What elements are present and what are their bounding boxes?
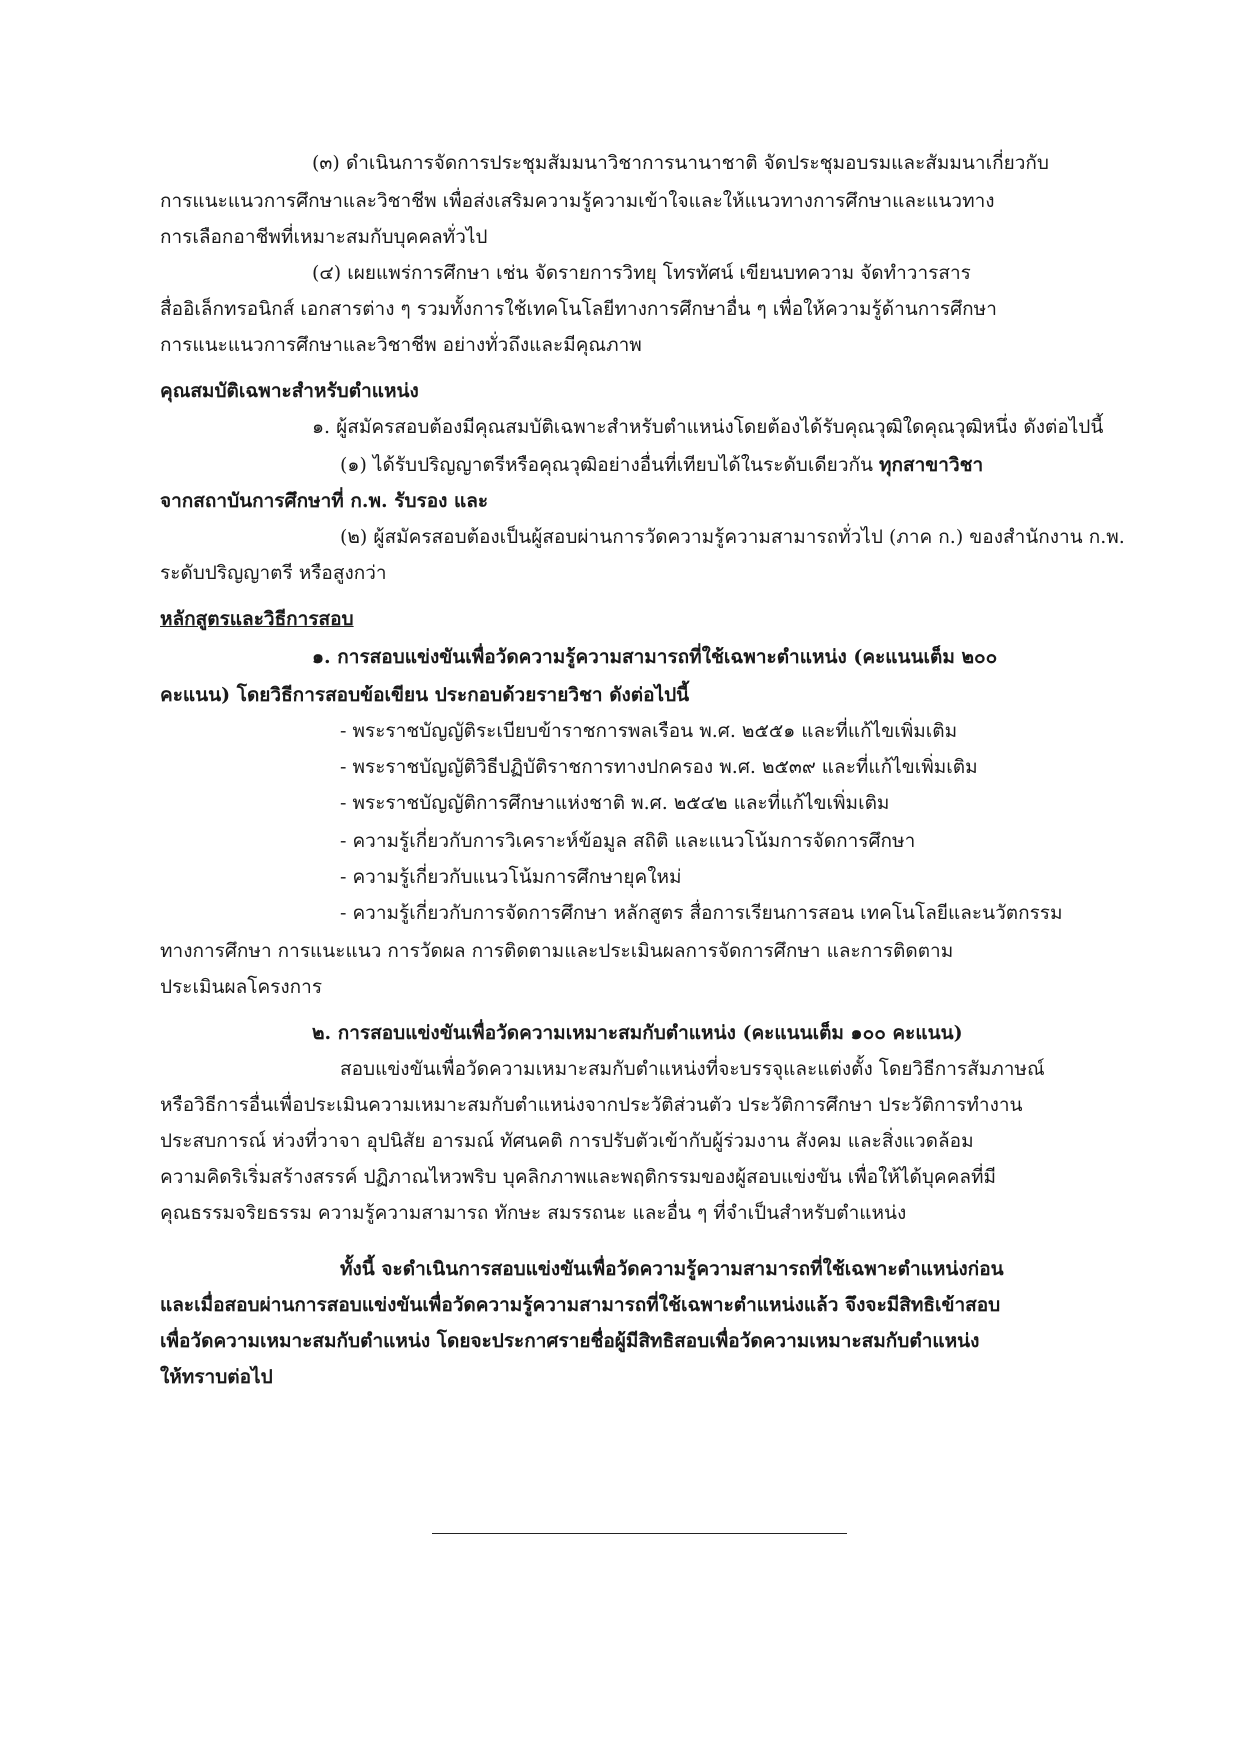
closing-line: เพื่อวัดความเหมาะสมกับตำแหน่ง โดยจะประกาศรายชื่อผู้มีสิทธิสอบเพื่อวัดความเหมาะสมกับตำแหน่ง <box>160 1330 980 1352</box>
curriculum-part2-line: ประสบการณ์ ห่วงที่วาจา อุปนิสัย อารมณ์ ทัศนคติ การปรับตัวเข้ากับผู้ร่วมงาน สังคม และสิ่งแวดล้อม <box>160 1130 974 1152</box>
item4-line2: สื่ออิเล็กทรอนิกส์ เอกสารต่าง ๆ รวมทั้งการใช้เทคโนโลยีทางการศึกษาอื่น ๆ เพื่อให้ความรู้ด้านการศึกษา <box>160 298 997 320</box>
item4-line1: (๔) เผยแพร่การศึกษา เช่น จัดรายการวิทยุ โทรทัศน์ เขียนบทความ จัดทำวารสาร <box>312 262 971 284</box>
closing-line: ให้ทราบต่อไป <box>160 1366 273 1388</box>
subject-item: - ความรู้เกี่ยวกับการวิเคราะห์ข้อมูล สถิติ และแนวโน้มการจัดการศึกษา <box>340 830 916 852</box>
subject-item-continued: ทางการศึกษา การแนะแนว การวัดผล การติดตามและประเมินผลการจัดการศึกษา และการติดตาม <box>160 940 954 962</box>
curriculum-part2-line: คุณธรรมจริยธรรม ความรู้ความสามารถ ทักษะ สมรรถนะ และอื่น ๆ ที่จำเป็นสำหรับตำแหน่ง <box>160 1202 907 1224</box>
qualification-1-line1 <box>340 450 983 480</box>
curriculum-part1-line1: ๑. การสอบแข่งขันเพื่อวัดความรู้ความสามารถที่ใช้เฉพาะตำแหน่ง (คะแนนเต็ม ๒๐๐ <box>312 646 998 668</box>
curriculum-part2-line: สอบแข่งขันเพื่อวัดความเหมาะสมกับตำแหน่งที่จะบรรจุและแต่งตั้ง โดยวิธีการสัมภาษณ์ <box>340 1058 1045 1080</box>
subject-item: - ความรู้เกี่ยวกับการจัดการศึกษา หลักสูตร สื่อการเรียนการสอน เทคโนโลยีและนวัตกรรม <box>340 902 1063 924</box>
subject-item: - พระราชบัญญัติระเบียบข้าราชการพลเรือน พ.ศ. ๒๕๕๑ และที่แก้ไขเพิ่มเติม <box>340 720 958 742</box>
closing-line: และเมื่อสอบผ่านการสอบแข่งขันเพื่อวัดความรู้ความสามารถที่ใช้เฉพาะตำแหน่งแล้ว จึงจะมีสิทธิเข้าสอบ <box>160 1294 1001 1316</box>
curriculum-part1-line2: คะแนน) โดยวิธีการสอบข้อเขียน ประกอบด้วยรายวิชา ดังต่อไปนี้ <box>160 684 690 706</box>
curriculum-part2-line: ความคิดริเริ่มสร้างสรรค์ ปฏิภาณไหวพริบ บุคลิกภาพและพฤติกรรมของผู้สอบแข่งขัน เพื่อให้ได้บุคคลที่มี <box>160 1166 997 1188</box>
qualifications-intro: ๑. ผู้สมัครสอบต้องมีคุณสมบัติเฉพาะสำหรับตำแหน่งโดยต้องได้รับคุณวุฒิใดคุณวุฒิหนึ่ง ดังต่อไปนี้ <box>312 416 1104 438</box>
item3-line3: การเลือกอาชีพที่เหมาะสมกับบุคคลทั่วไป <box>160 226 488 248</box>
curriculum-heading: หลักสูตรและวิธีการสอบ <box>160 608 354 630</box>
qualification-2-line2: ระดับปริญญาตรี หรือสูงกว่า <box>160 562 387 584</box>
subject-item-continued: ประเมินผลโครงการ <box>160 976 323 998</box>
qualification-1-line2: จากสถาบันการศึกษาที่ ก.พ. รับรอง และ <box>160 490 489 512</box>
qualification-2-line1: (๒) ผู้สมัครสอบต้องเป็นผู้สอบผ่านการวัดความรู้ความสามารถทั่วไป (ภาค ก.) ของสำนักงาน ก.พ. <box>340 526 1125 548</box>
curriculum-part2-line: หรือวิธีการอื่นเพื่อประเมินความเหมาะสมกับตำแหน่งจากประวัติส่วนตัว ประวัติการศึกษา ประวัติการทำงาน <box>160 1094 1023 1116</box>
subject-item: - ความรู้เกี่ยวกับแนวโน้มการศึกษายุคใหม่ <box>340 866 682 888</box>
item4-line3: การแนะแนวการศึกษาและวิชาชีพ อย่างทั่วถึงและมีคุณภาพ <box>160 334 642 356</box>
subject-item: - พระราชบัญญัติการศึกษาแห่งชาติ พ.ศ. ๒๕๔๒ และที่แก้ไขเพิ่มเติม <box>340 792 890 814</box>
end-divider <box>432 1533 847 1534</box>
qualification-1-bold: ทุกสาขาวิชา <box>879 454 984 476</box>
qualification-1-text: (๑) ได้รับปริญญาตรีหรือคุณวุฒิอย่างอื่นที่เทียบได้ในระดับเดียวกัน <box>340 454 880 476</box>
item3-line2: การแนะแนวการศึกษาและวิชาชีพ เพื่อส่งเสริมความรู้ความเข้าใจและให้แนวทางการศึกษาและแนวทาง <box>160 190 995 212</box>
qualifications-heading: คุณสมบัติเฉพาะสำหรับตำแหน่ง <box>160 380 419 402</box>
subject-item: - พระราชบัญญัติวิธีปฏิบัติราชการทางปกครอง พ.ศ. ๒๕๓๙ และที่แก้ไขเพิ่มเติม <box>340 756 978 778</box>
closing-line: ทั้งนี้ จะดำเนินการสอบแข่งขันเพื่อวัดความรู้ความสามารถที่ใช้เฉพาะตำแหน่งก่อน <box>340 1258 1004 1280</box>
item3-line1: (๓) ดำเนินการจัดการประชุมสัมมนาวิชาการนานาชาติ จัดประชุมอบรมและสัมมนาเกี่ยวกับ <box>312 152 1049 174</box>
curriculum-part2-heading: ๒. การสอบแข่งขันเพื่อวัดความเหมาะสมกับตำแหน่ง (คะแนนเต็ม ๑๐๐ คะแนน) <box>312 1022 963 1044</box>
